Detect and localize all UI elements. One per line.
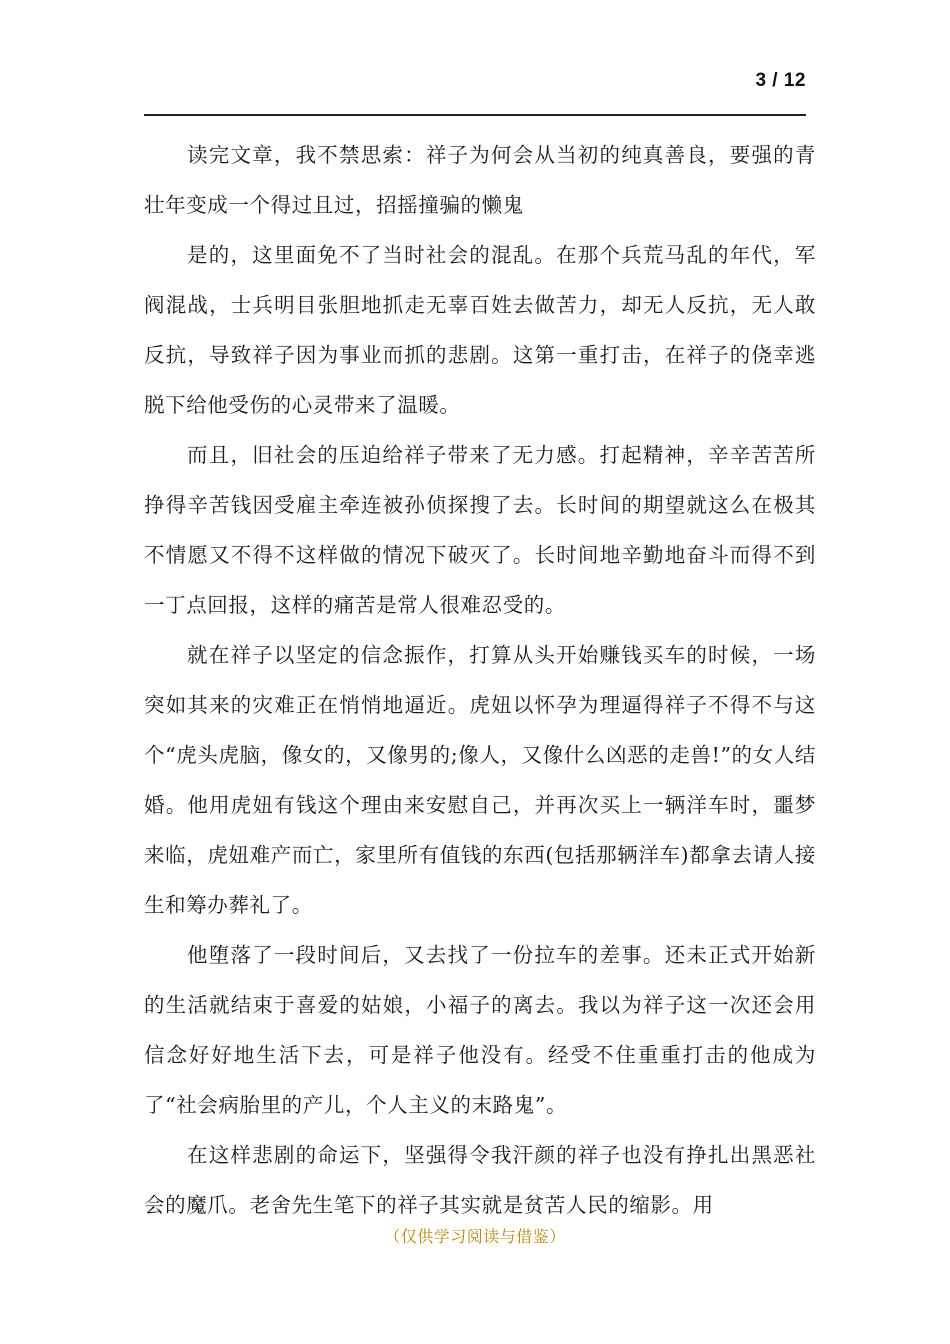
paragraph-5: 他堕落了一段时间后，又去找了一份拉车的差事。还未正式开始新的生活就结束于喜爱的姑娘，小福子的离去。我以为祥子这一次还会用信念好好地生活下去，可是祥子他没有。经受不住重重打击的他成为了“社会病胎里的产儿，个人主义的末路鬼”。 xyxy=(144,943,816,1117)
paragraph-6: 在这样悲剧的命运下，坚强得令我汗颜的祥子也没有挣扎出黑恶社会的魔爪。老舍先生笔下的祥子其实就是贫苦人民的缩影。用 xyxy=(144,1143,816,1217)
paragraph-2: 是的，这里面免不了当时社会的混乱。在那个兵荒马乱的年代，军阀混战，士兵明目张胆地抓走无辜百姓去做苦力，却无人反抗，无人敢反抗，导致祥子因为事业而抓的悲剧。这第一重打击，在祥子的侥幸逃脱下给他受伤的心灵带来了温暖。 xyxy=(144,243,816,417)
paragraph-4: 就在祥子以坚定的信念振作，打算从头开始赚钱买车的时候，一场突如其来的灾难正在悄悄地逼近。虎妞以怀孕为理逼得祥子不得不与这个“虎头虎脑，像女的，又像男的;像人，又像什么凶恶的走兽!”的女人结婚。他用虎妞有钱这个理由来安慰自己，并再次买上一辆洋车时，噩梦来临，虎妞难产而亡，家里所有值钱的东西(包括那辆洋车)都拿去请人接生和筹办葬礼了。 xyxy=(144,643,816,917)
paragraph-1: 读完文章，我不禁思索：祥子为何会从当初的纯真善良，要强的青壮年变成一个得过且过，招摇撞骗的懒鬼 xyxy=(144,143,816,217)
document-body xyxy=(144,130,816,1230)
footer-note: （仅供学习阅读与借鉴） xyxy=(384,1227,566,1246)
header-divider xyxy=(144,114,806,116)
paragraph-3: 而且，旧社会的压迫给祥子带来了无力感。打起精神，辛辛苦苦所挣得辛苦钱因受雇主牵连被孙侦探搜了去。长时间的期望就这么在极其不情愿又不得不这样做的情况下破灭了。长时间地辛勤地奋斗而得不到一丁点回报，这样的痛苦是常人很难忍受的。 xyxy=(144,443,816,617)
page-number: 3 / 12 xyxy=(755,70,806,91)
